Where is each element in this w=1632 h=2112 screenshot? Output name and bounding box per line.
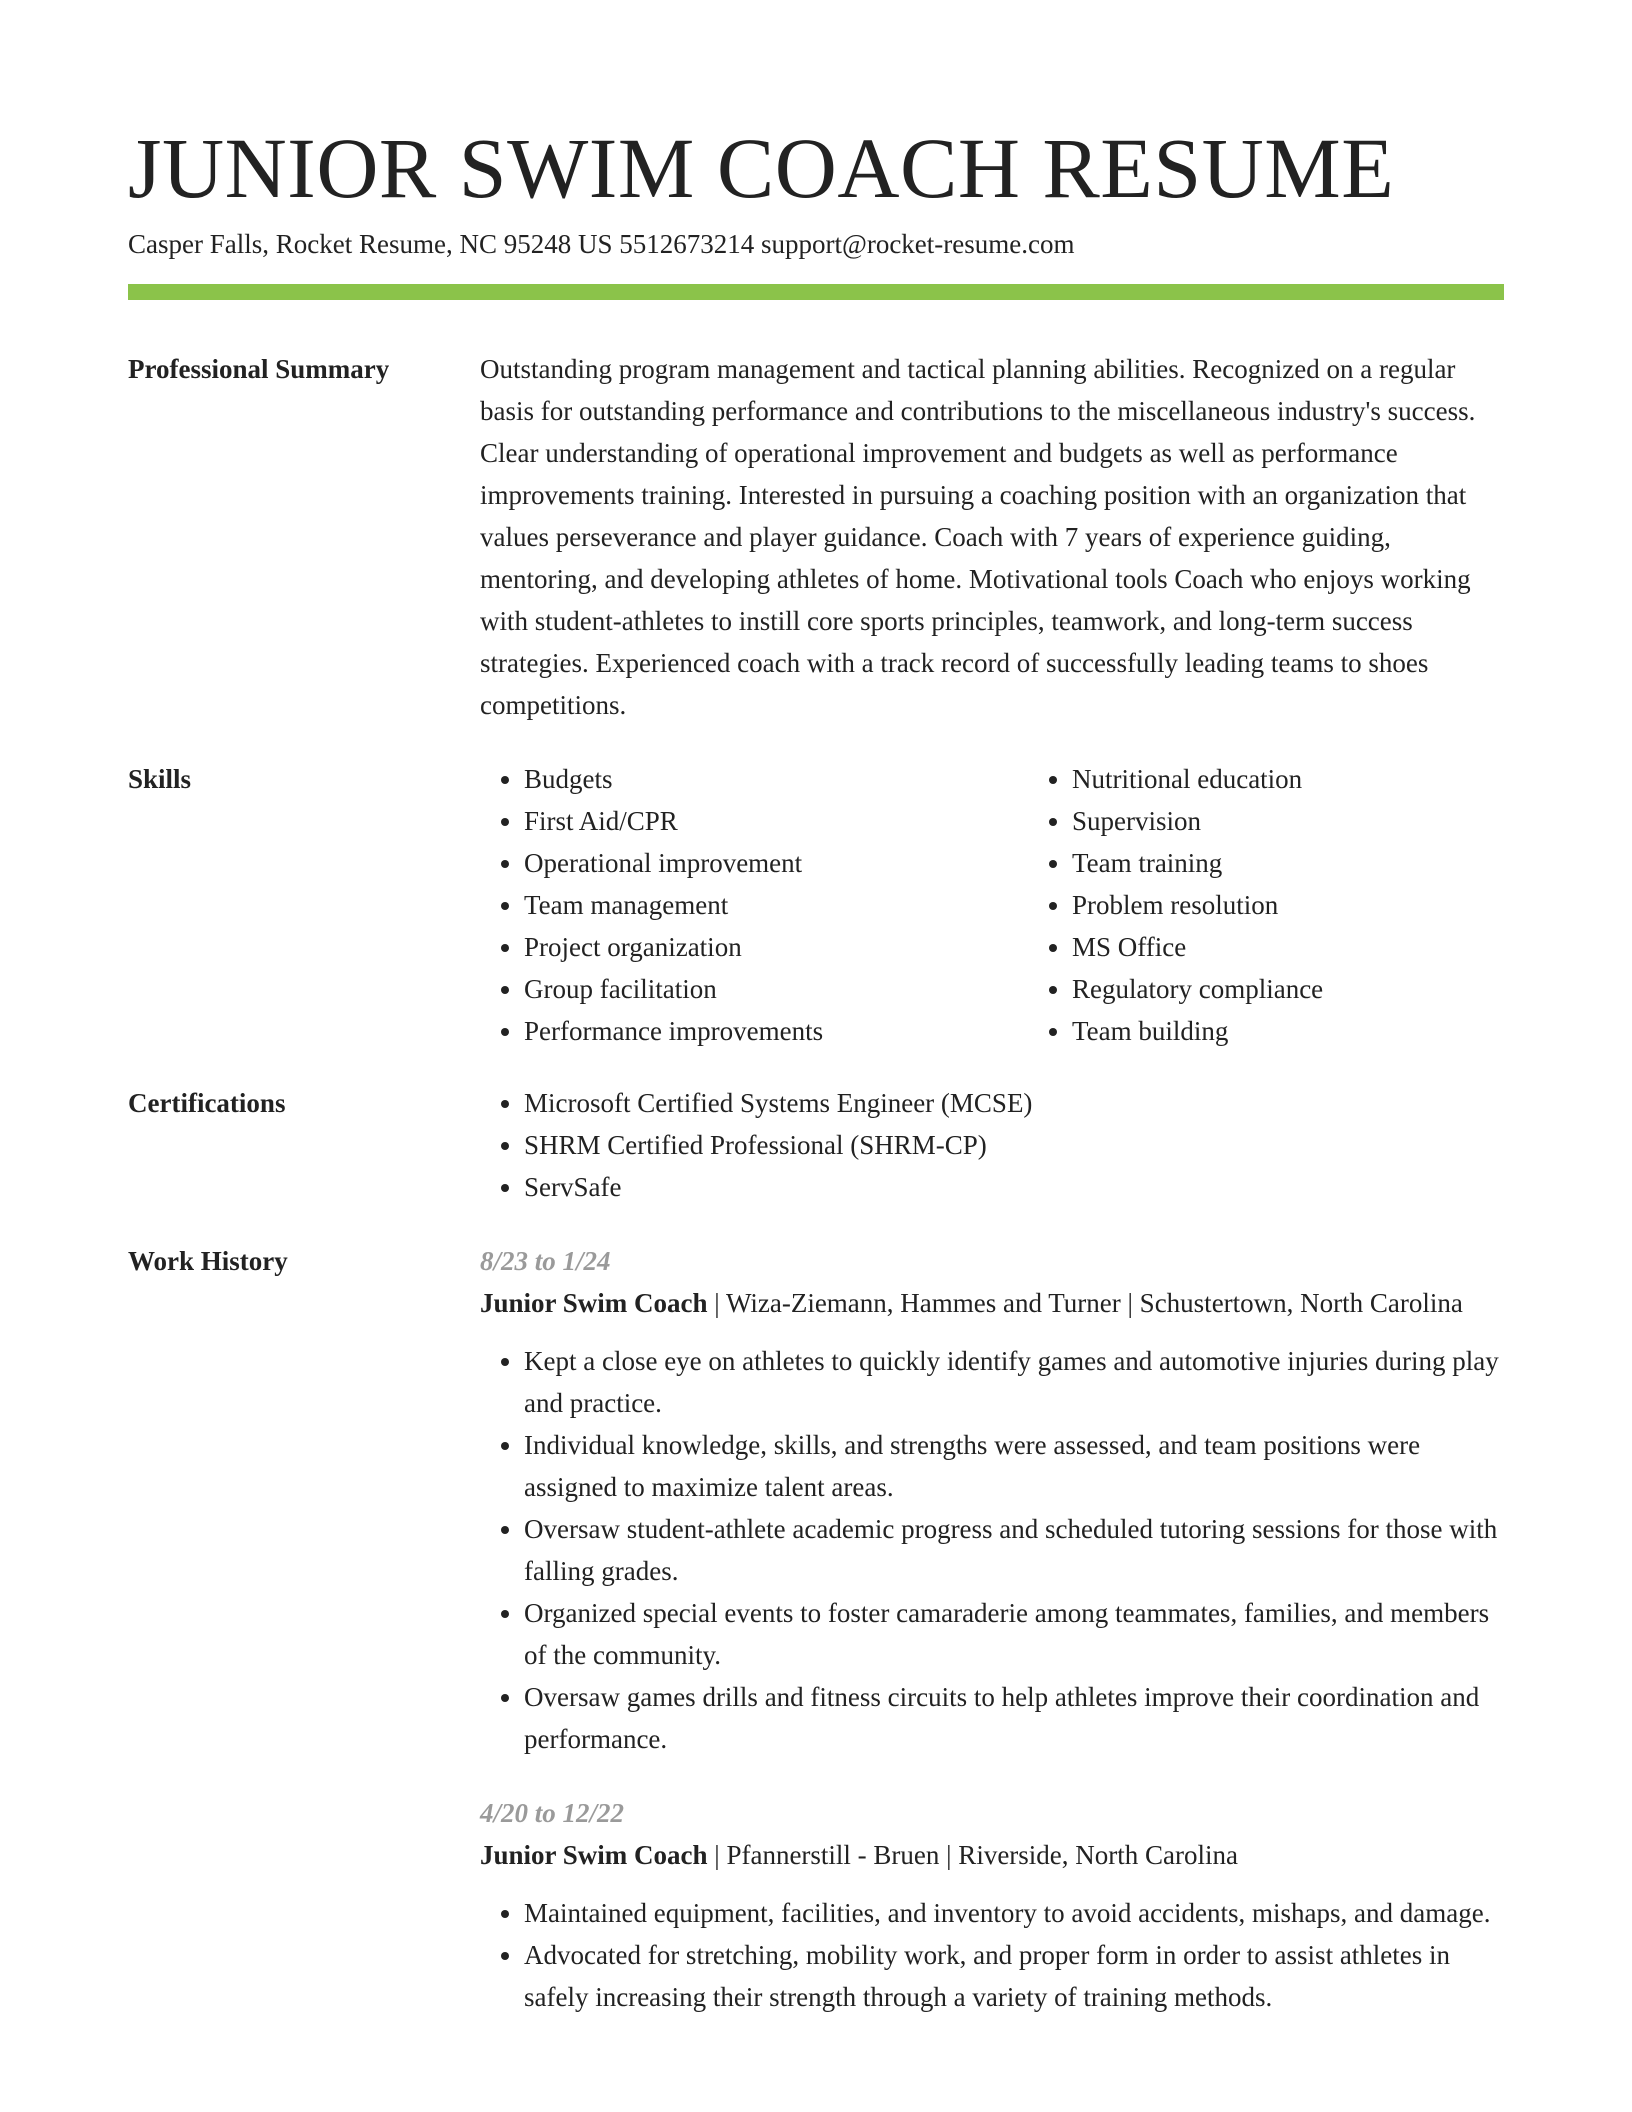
certification-item: • ServSafe [524, 1166, 1504, 1208]
certifications-list [480, 1082, 1504, 1208]
job-bullet: • Advocated for stretching, mobility work, and proper form in order to assist athletes in safely increasing their strength through a variety of training methods. [524, 1934, 1504, 2018]
job-bullet: • Maintained equipment, facilities, and inventory to avoid accidents, mishaps, and damage. [524, 1892, 1504, 1934]
summary-section [128, 348, 1504, 726]
job-heading [480, 1282, 1504, 1324]
work-history-section [128, 1240, 1504, 2018]
header-divider [128, 284, 1504, 300]
job-role: Junior Swim Coach [480, 1288, 708, 1318]
skill-item: • Team training [1072, 842, 1504, 884]
job-role: Junior Swim Coach [480, 1840, 708, 1870]
job-bullet: • Individual knowledge, skills, and strengths were assessed, and team positions were assigned to maximize talent areas. [524, 1424, 1504, 1508]
skill-item: • Budgets [524, 758, 1028, 800]
job-entry [480, 1240, 1504, 1760]
skill-item: • Operational improvement [524, 842, 1028, 884]
summary-text: Outstanding program management and tactical planning abilities. Recognized on a regular basis for outstanding performance and contributions to the miscellaneous industry's success. Clear understanding of operational improvement and budgets as well as performance improvements training. Interested in pursuing a coaching position with an organization that values perseverance and player guidance. Coach with 7 years of experience guiding, mentoring, and developing athletes of home. Motivational tools Coach who enjoys working with student-athletes to instill core sports principles, teamwork, and long-term success strategies. Experienced coach with a track record of successfully leading teams to shoes competitions. [480, 354, 1476, 720]
section-label-certifications: Certifications [128, 1088, 286, 1118]
certifications-section [128, 1082, 1504, 1208]
skill-item: • Regulatory compliance [1072, 968, 1504, 1010]
job-bullet: • Kept a close eye on athletes to quickly identify games and automotive injuries during play and practice. [524, 1340, 1504, 1424]
job-details: | Wiza-Ziemann, Hammes and Turner | Schustertown, North Carolina [707, 1288, 1463, 1318]
job-details: | Pfannerstill - Bruen | Riverside, North Carolina [707, 1840, 1239, 1870]
job-bullet: • Oversaw games drills and fitness circuits to help athletes improve their coordination and performance. [524, 1676, 1504, 1760]
job-dates: 4/20 to 12/22 [480, 1798, 625, 1828]
job-bullets [480, 1340, 1504, 1760]
section-label-work-history: Work History [128, 1246, 288, 1276]
contact-line: Casper Falls, Rocket Resume, NC 95248 US 5512673214 support@rocket-resume.com [128, 229, 1075, 259]
skill-item: • Nutritional education [1072, 758, 1504, 800]
job-bullet: • Oversaw student-athlete academic progress and scheduled tutoring sessions for those with falling grades. [524, 1508, 1504, 1592]
skill-item: • Group facilitation [524, 968, 1028, 1010]
skills-list-col1 [480, 758, 1028, 1052]
skill-item: • Team building [1072, 1010, 1504, 1052]
section-label-skills: Skills [128, 764, 192, 794]
resume-title: JUNIOR SWIM COACH RESUME [128, 120, 1395, 216]
job-entry [480, 1792, 1504, 2018]
skills-list-col2 [1028, 758, 1504, 1052]
skills-section [128, 758, 1504, 1052]
job-heading [480, 1834, 1504, 1876]
job-bullet: • Organized special events to foster camaraderie among teammates, families, and members of the community. [524, 1592, 1504, 1676]
skill-item: • Team management [524, 884, 1028, 926]
skill-item: • Project organization [524, 926, 1028, 968]
skill-item: • Problem resolution [1072, 884, 1504, 926]
certification-item: • SHRM Certified Professional (SHRM-CP) [524, 1124, 1504, 1166]
skill-item: • Supervision [1072, 800, 1504, 842]
skill-item: • MS Office [1072, 926, 1504, 968]
job-dates: 8/23 to 1/24 [480, 1246, 611, 1276]
skill-item: • First Aid/CPR [524, 800, 1028, 842]
certification-item: • Microsoft Certified Systems Engineer (MCSE) [524, 1082, 1504, 1124]
section-label-summary: Professional Summary [128, 354, 390, 384]
resume-page [128, 118, 1504, 2018]
job-bullets [480, 1892, 1504, 2018]
skill-item: • Performance improvements [524, 1010, 1028, 1052]
